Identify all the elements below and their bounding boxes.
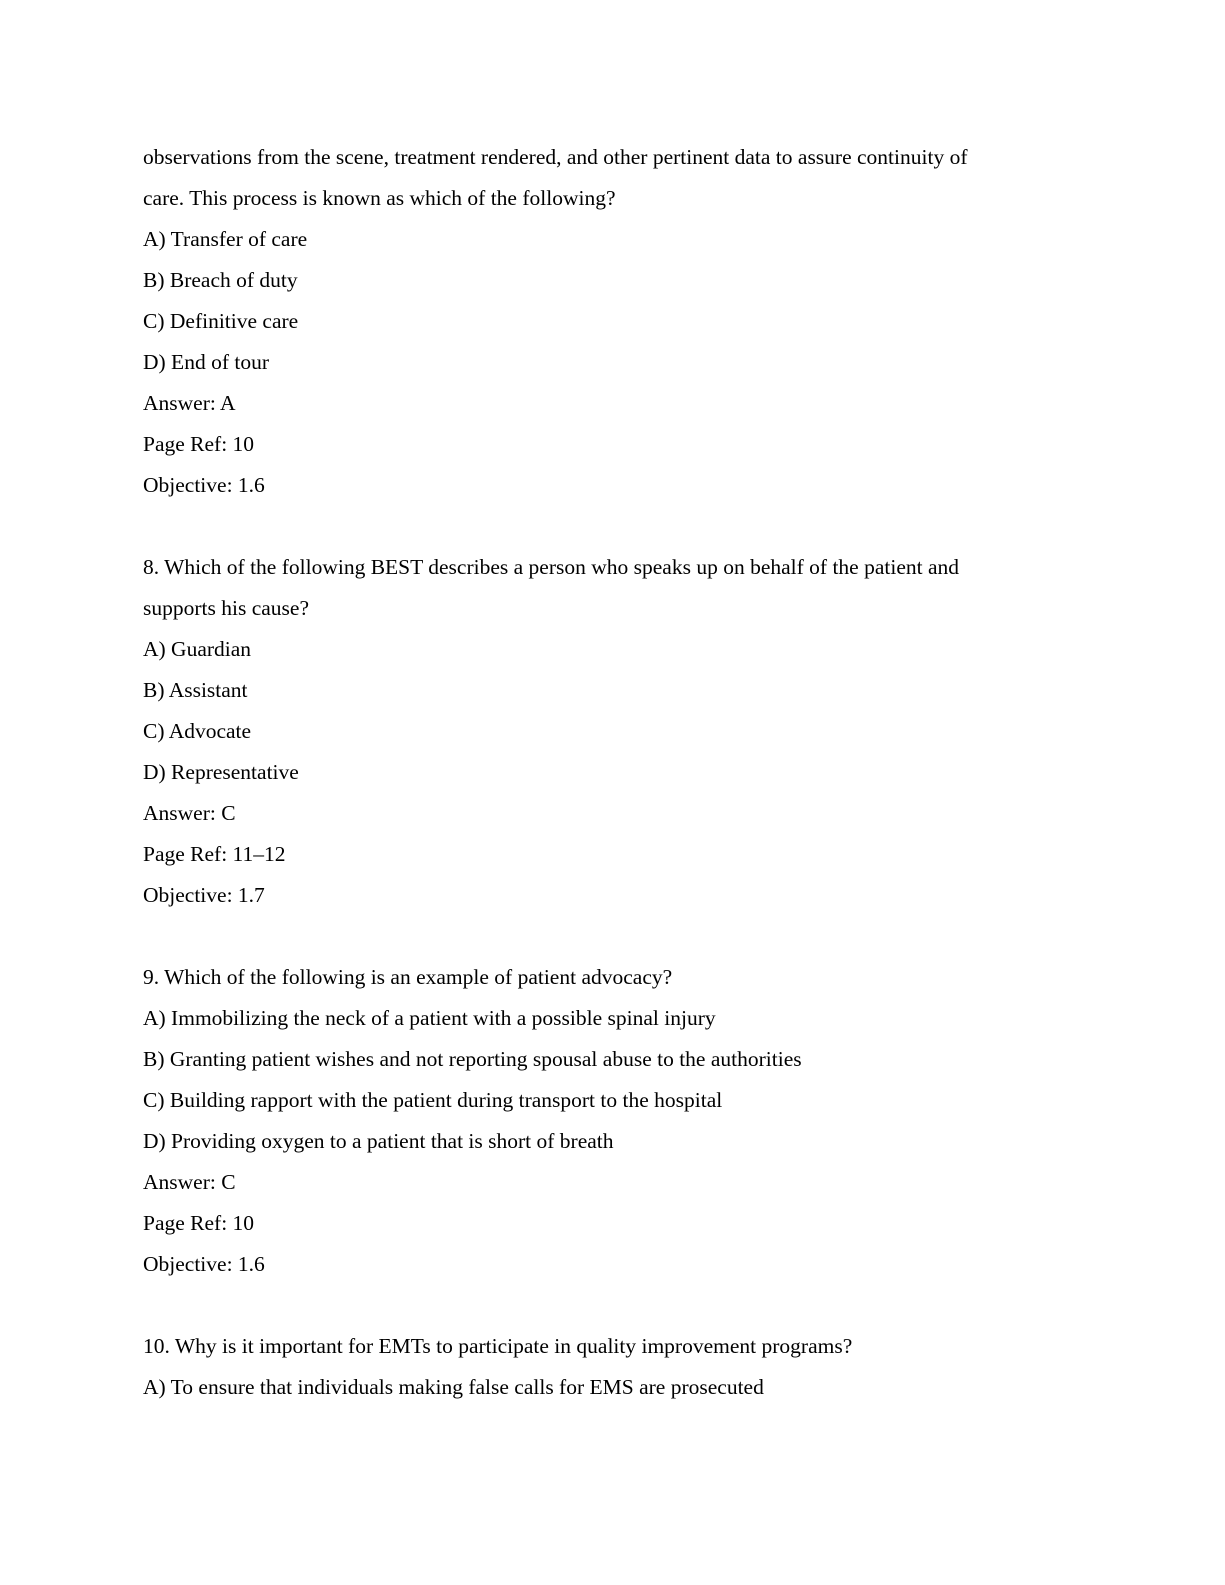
answer: Answer: A: [143, 391, 236, 415]
page-ref: Page Ref: 10: [143, 1211, 255, 1235]
question-8: [143, 547, 1083, 916]
question-10: [143, 1326, 1083, 1408]
option-d: D) Providing oxygen to a patient that is short of breath: [143, 1129, 614, 1153]
option-d: D) End of tour: [143, 350, 269, 374]
option-b: B) Breach of duty: [143, 268, 298, 292]
question-stem-line: 10. Why is it important for EMTs to participate in quality improvement programs?: [143, 1334, 853, 1358]
option-b: B) Assistant: [143, 678, 248, 702]
option-c: C) Definitive care: [143, 309, 299, 333]
objective: Objective: 1.6: [143, 473, 265, 497]
option-c: C) Advocate: [143, 719, 252, 743]
question-stem-line: 8. Which of the following BEST describes a person who speaks up on behalf of the patient and: [143, 555, 960, 579]
option-a: A) Transfer of care: [143, 227, 308, 251]
option-b: B) Granting patient wishes and not reporting spousal abuse to the authorities: [143, 1047, 802, 1071]
objective: Objective: 1.6: [143, 1252, 265, 1276]
answer: Answer: C: [143, 1170, 236, 1194]
answer: Answer: C: [143, 801, 236, 825]
option-a: A) To ensure that individuals making false calls for EMS are prosecuted: [143, 1375, 764, 1399]
spacer: [143, 916, 1083, 957]
question-stem-line: supports his cause?: [143, 596, 309, 620]
spacer: [143, 1285, 1083, 1326]
spacer: [143, 506, 1083, 547]
question-stem-line: 9. Which of the following is an example of patient advocacy?: [143, 965, 673, 989]
option-a: A) Immobilizing the neck of a patient with a possible spinal injury: [143, 1006, 716, 1030]
objective: Objective: 1.7: [143, 883, 265, 907]
page-ref: Page Ref: 10: [143, 432, 255, 456]
question-stem-line: observations from the scene, treatment rendered, and other pertinent data to assure continuity of: [143, 145, 968, 169]
question-stem-line: care. This process is known as which of the following?: [143, 186, 616, 210]
question-7-continuation: [143, 137, 1083, 506]
document-page: [143, 137, 1083, 1408]
page-ref: Page Ref: 11–12: [143, 842, 286, 866]
option-d: D) Representative: [143, 760, 299, 784]
option-c: C) Building rapport with the patient during transport to the hospital: [143, 1088, 723, 1112]
question-9: [143, 957, 1083, 1285]
option-a: A) Guardian: [143, 637, 252, 661]
